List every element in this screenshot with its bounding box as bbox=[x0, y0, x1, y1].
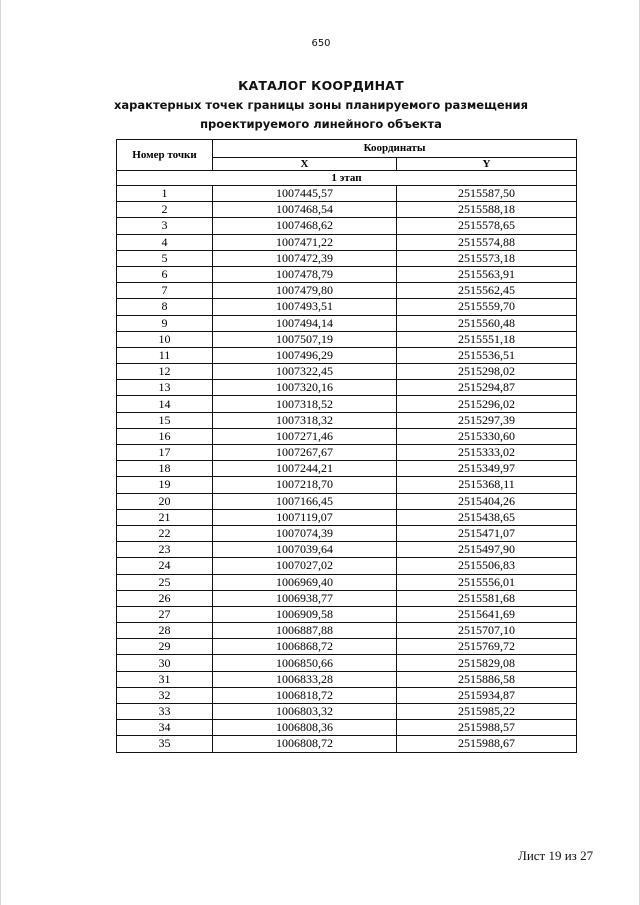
y-coordinate-cell: 2515333,02 bbox=[397, 445, 577, 461]
point-number-cell: 25 bbox=[117, 574, 213, 590]
table-row bbox=[117, 687, 577, 703]
table-row bbox=[117, 412, 577, 428]
point-number-cell: 3 bbox=[117, 218, 213, 234]
table-row bbox=[117, 477, 577, 493]
x-coordinate-cell: 1007218,70 bbox=[213, 477, 397, 493]
table-row bbox=[117, 525, 577, 541]
point-number-cell: 31 bbox=[117, 671, 213, 687]
y-coordinate-cell: 2515641,69 bbox=[397, 606, 577, 622]
table-row bbox=[117, 347, 577, 363]
y-coordinate-cell: 2515587,50 bbox=[397, 186, 577, 202]
x-coordinate-cell: 1007267,67 bbox=[213, 445, 397, 461]
y-coordinate-cell: 2515934,87 bbox=[397, 687, 577, 703]
point-number-cell: 13 bbox=[117, 380, 213, 396]
y-coordinate-cell: 2515707,10 bbox=[397, 623, 577, 639]
table-row bbox=[117, 428, 577, 444]
x-coordinate-cell: 1006850,66 bbox=[213, 655, 397, 671]
y-coordinate-cell: 2515574,88 bbox=[397, 234, 577, 250]
y-coordinate-cell: 2515556,01 bbox=[397, 574, 577, 590]
point-number-cell: 20 bbox=[117, 493, 213, 509]
x-coordinate-cell: 1007507,19 bbox=[213, 331, 397, 347]
table-row bbox=[117, 186, 577, 202]
table-row bbox=[117, 493, 577, 509]
page-title: КАТАЛОГ КООРДИНАТ bbox=[238, 78, 404, 93]
table-row bbox=[117, 639, 577, 655]
point-number-cell: 14 bbox=[117, 396, 213, 412]
x-coordinate-cell: 1007322,45 bbox=[213, 364, 397, 380]
point-number-cell: 15 bbox=[117, 412, 213, 428]
point-number-cell: 7 bbox=[117, 283, 213, 299]
x-coordinate-cell: 1007493,51 bbox=[213, 299, 397, 315]
table-row bbox=[117, 542, 577, 558]
x-coordinate-cell: 1007039,64 bbox=[213, 542, 397, 558]
table-row bbox=[117, 558, 577, 574]
header-y: Y bbox=[397, 158, 577, 171]
x-coordinate-cell: 1006803,32 bbox=[213, 704, 397, 720]
table-row bbox=[117, 461, 577, 477]
x-coordinate-cell: 1007472,39 bbox=[213, 250, 397, 266]
point-number-cell: 17 bbox=[117, 445, 213, 461]
x-coordinate-cell: 1007496,29 bbox=[213, 347, 397, 363]
x-coordinate-cell: 1006833,28 bbox=[213, 671, 397, 687]
y-coordinate-cell: 2515562,45 bbox=[397, 283, 577, 299]
x-coordinate-cell: 1007320,16 bbox=[213, 380, 397, 396]
point-number-cell: 28 bbox=[117, 623, 213, 639]
table-row bbox=[117, 445, 577, 461]
coordinates-table bbox=[116, 139, 577, 753]
x-coordinate-cell: 1007471,22 bbox=[213, 234, 397, 250]
x-coordinate-cell: 1006808,72 bbox=[213, 736, 397, 752]
x-coordinate-cell: 1007468,54 bbox=[213, 202, 397, 218]
y-coordinate-cell: 2515573,18 bbox=[397, 250, 577, 266]
y-coordinate-cell: 2515536,51 bbox=[397, 347, 577, 363]
x-coordinate-cell: 1007166,45 bbox=[213, 493, 397, 509]
y-coordinate-cell: 2515578,65 bbox=[397, 218, 577, 234]
table-row bbox=[117, 266, 577, 282]
table-row bbox=[117, 202, 577, 218]
table-row bbox=[117, 250, 577, 266]
point-number-cell: 34 bbox=[117, 720, 213, 736]
point-number-cell: 11 bbox=[117, 347, 213, 363]
x-coordinate-cell: 1006969,40 bbox=[213, 574, 397, 590]
table-row bbox=[117, 623, 577, 639]
y-coordinate-cell: 2515497,90 bbox=[397, 542, 577, 558]
table-row bbox=[117, 671, 577, 687]
table-row bbox=[117, 606, 577, 622]
y-coordinate-cell: 2515297,39 bbox=[397, 412, 577, 428]
point-number-cell: 1 bbox=[117, 186, 213, 202]
y-coordinate-cell: 2515471,07 bbox=[397, 525, 577, 541]
y-coordinate-cell: 2515296,02 bbox=[397, 396, 577, 412]
x-coordinate-cell: 1007119,07 bbox=[213, 509, 397, 525]
x-coordinate-cell: 1007445,57 bbox=[213, 186, 397, 202]
y-coordinate-cell: 2515298,02 bbox=[397, 364, 577, 380]
x-coordinate-cell: 1007244,21 bbox=[213, 461, 397, 477]
table-row bbox=[117, 655, 577, 671]
y-coordinate-cell: 2515404,26 bbox=[397, 493, 577, 509]
y-coordinate-cell: 2515506,83 bbox=[397, 558, 577, 574]
x-coordinate-cell: 1007027,02 bbox=[213, 558, 397, 574]
table-row bbox=[117, 234, 577, 250]
y-coordinate-cell: 2515988,57 bbox=[397, 720, 577, 736]
y-coordinate-cell: 2515588,18 bbox=[397, 202, 577, 218]
table-row bbox=[117, 720, 577, 736]
point-number-cell: 27 bbox=[117, 606, 213, 622]
table-row bbox=[117, 736, 577, 752]
x-coordinate-cell: 1007478,79 bbox=[213, 266, 397, 282]
y-coordinate-cell: 2515551,18 bbox=[397, 331, 577, 347]
x-coordinate-cell: 1007318,52 bbox=[213, 396, 397, 412]
point-number-cell: 26 bbox=[117, 590, 213, 606]
y-coordinate-cell: 2515368,11 bbox=[397, 477, 577, 493]
x-coordinate-cell: 1006909,58 bbox=[213, 606, 397, 622]
point-number-cell: 23 bbox=[117, 542, 213, 558]
table-row bbox=[117, 704, 577, 720]
subtitle-line-1: характерных точек границы зоны планируемого размещения bbox=[113, 98, 529, 112]
y-coordinate-cell: 2515349,97 bbox=[397, 461, 577, 477]
y-coordinate-cell: 2515438,65 bbox=[397, 509, 577, 525]
y-coordinate-cell: 2515985,22 bbox=[397, 704, 577, 720]
point-number-cell: 18 bbox=[117, 461, 213, 477]
point-number-cell: 24 bbox=[117, 558, 213, 574]
stage-label: 1 этап bbox=[117, 171, 577, 186]
y-coordinate-cell: 2515988,67 bbox=[397, 736, 577, 752]
x-coordinate-cell: 1007479,80 bbox=[213, 283, 397, 299]
y-coordinate-cell: 2515330,60 bbox=[397, 428, 577, 444]
point-number-cell: 12 bbox=[117, 364, 213, 380]
table-row bbox=[117, 315, 577, 331]
table-row bbox=[117, 590, 577, 606]
y-coordinate-cell: 2515581,68 bbox=[397, 590, 577, 606]
header-point-number: Номер точки bbox=[117, 140, 213, 171]
y-coordinate-cell: 2515294,87 bbox=[397, 380, 577, 396]
y-coordinate-cell: 2515560,48 bbox=[397, 315, 577, 331]
header-x: X bbox=[213, 158, 397, 171]
point-number-cell: 9 bbox=[117, 315, 213, 331]
x-coordinate-cell: 1006887,88 bbox=[213, 623, 397, 639]
x-coordinate-cell: 1006868,72 bbox=[213, 639, 397, 655]
y-coordinate-cell: 2515769,72 bbox=[397, 639, 577, 655]
point-number-cell: 32 bbox=[117, 687, 213, 703]
point-number-cell: 29 bbox=[117, 639, 213, 655]
point-number-cell: 5 bbox=[117, 250, 213, 266]
x-coordinate-cell: 1006818,72 bbox=[213, 687, 397, 703]
x-coordinate-cell: 1007271,46 bbox=[213, 428, 397, 444]
page-number: 650 bbox=[311, 38, 331, 49]
table-row bbox=[117, 331, 577, 347]
point-number-cell: 4 bbox=[117, 234, 213, 250]
y-coordinate-cell: 2515563,91 bbox=[397, 266, 577, 282]
point-number-cell: 35 bbox=[117, 736, 213, 752]
x-coordinate-cell: 1006938,77 bbox=[213, 590, 397, 606]
point-number-cell: 21 bbox=[117, 509, 213, 525]
subtitle-line-2: проектируемого линейного объекта bbox=[200, 117, 442, 131]
table-row bbox=[117, 396, 577, 412]
x-coordinate-cell: 1007318,32 bbox=[213, 412, 397, 428]
point-number-cell: 8 bbox=[117, 299, 213, 315]
header-coordinates: Координаты bbox=[213, 140, 577, 158]
x-coordinate-cell: 1007468,62 bbox=[213, 218, 397, 234]
point-number-cell: 10 bbox=[117, 331, 213, 347]
table-row bbox=[117, 380, 577, 396]
table-row bbox=[117, 364, 577, 380]
point-number-cell: 33 bbox=[117, 704, 213, 720]
table-row bbox=[117, 283, 577, 299]
y-coordinate-cell: 2515559,70 bbox=[397, 299, 577, 315]
point-number-cell: 22 bbox=[117, 525, 213, 541]
y-coordinate-cell: 2515829,08 bbox=[397, 655, 577, 671]
table-row bbox=[117, 574, 577, 590]
point-number-cell: 30 bbox=[117, 655, 213, 671]
point-number-cell: 2 bbox=[117, 202, 213, 218]
sheet-number: Лист 19 из 27 bbox=[518, 848, 594, 863]
table-body bbox=[117, 186, 577, 753]
point-number-cell: 6 bbox=[117, 266, 213, 282]
x-coordinate-cell: 1007494,14 bbox=[213, 315, 397, 331]
table-row bbox=[117, 218, 577, 234]
x-coordinate-cell: 1007074,39 bbox=[213, 525, 397, 541]
table-row bbox=[117, 509, 577, 525]
point-number-cell: 16 bbox=[117, 428, 213, 444]
point-number-cell: 19 bbox=[117, 477, 213, 493]
y-coordinate-cell: 2515886,58 bbox=[397, 671, 577, 687]
table-row bbox=[117, 299, 577, 315]
x-coordinate-cell: 1006808,36 bbox=[213, 720, 397, 736]
